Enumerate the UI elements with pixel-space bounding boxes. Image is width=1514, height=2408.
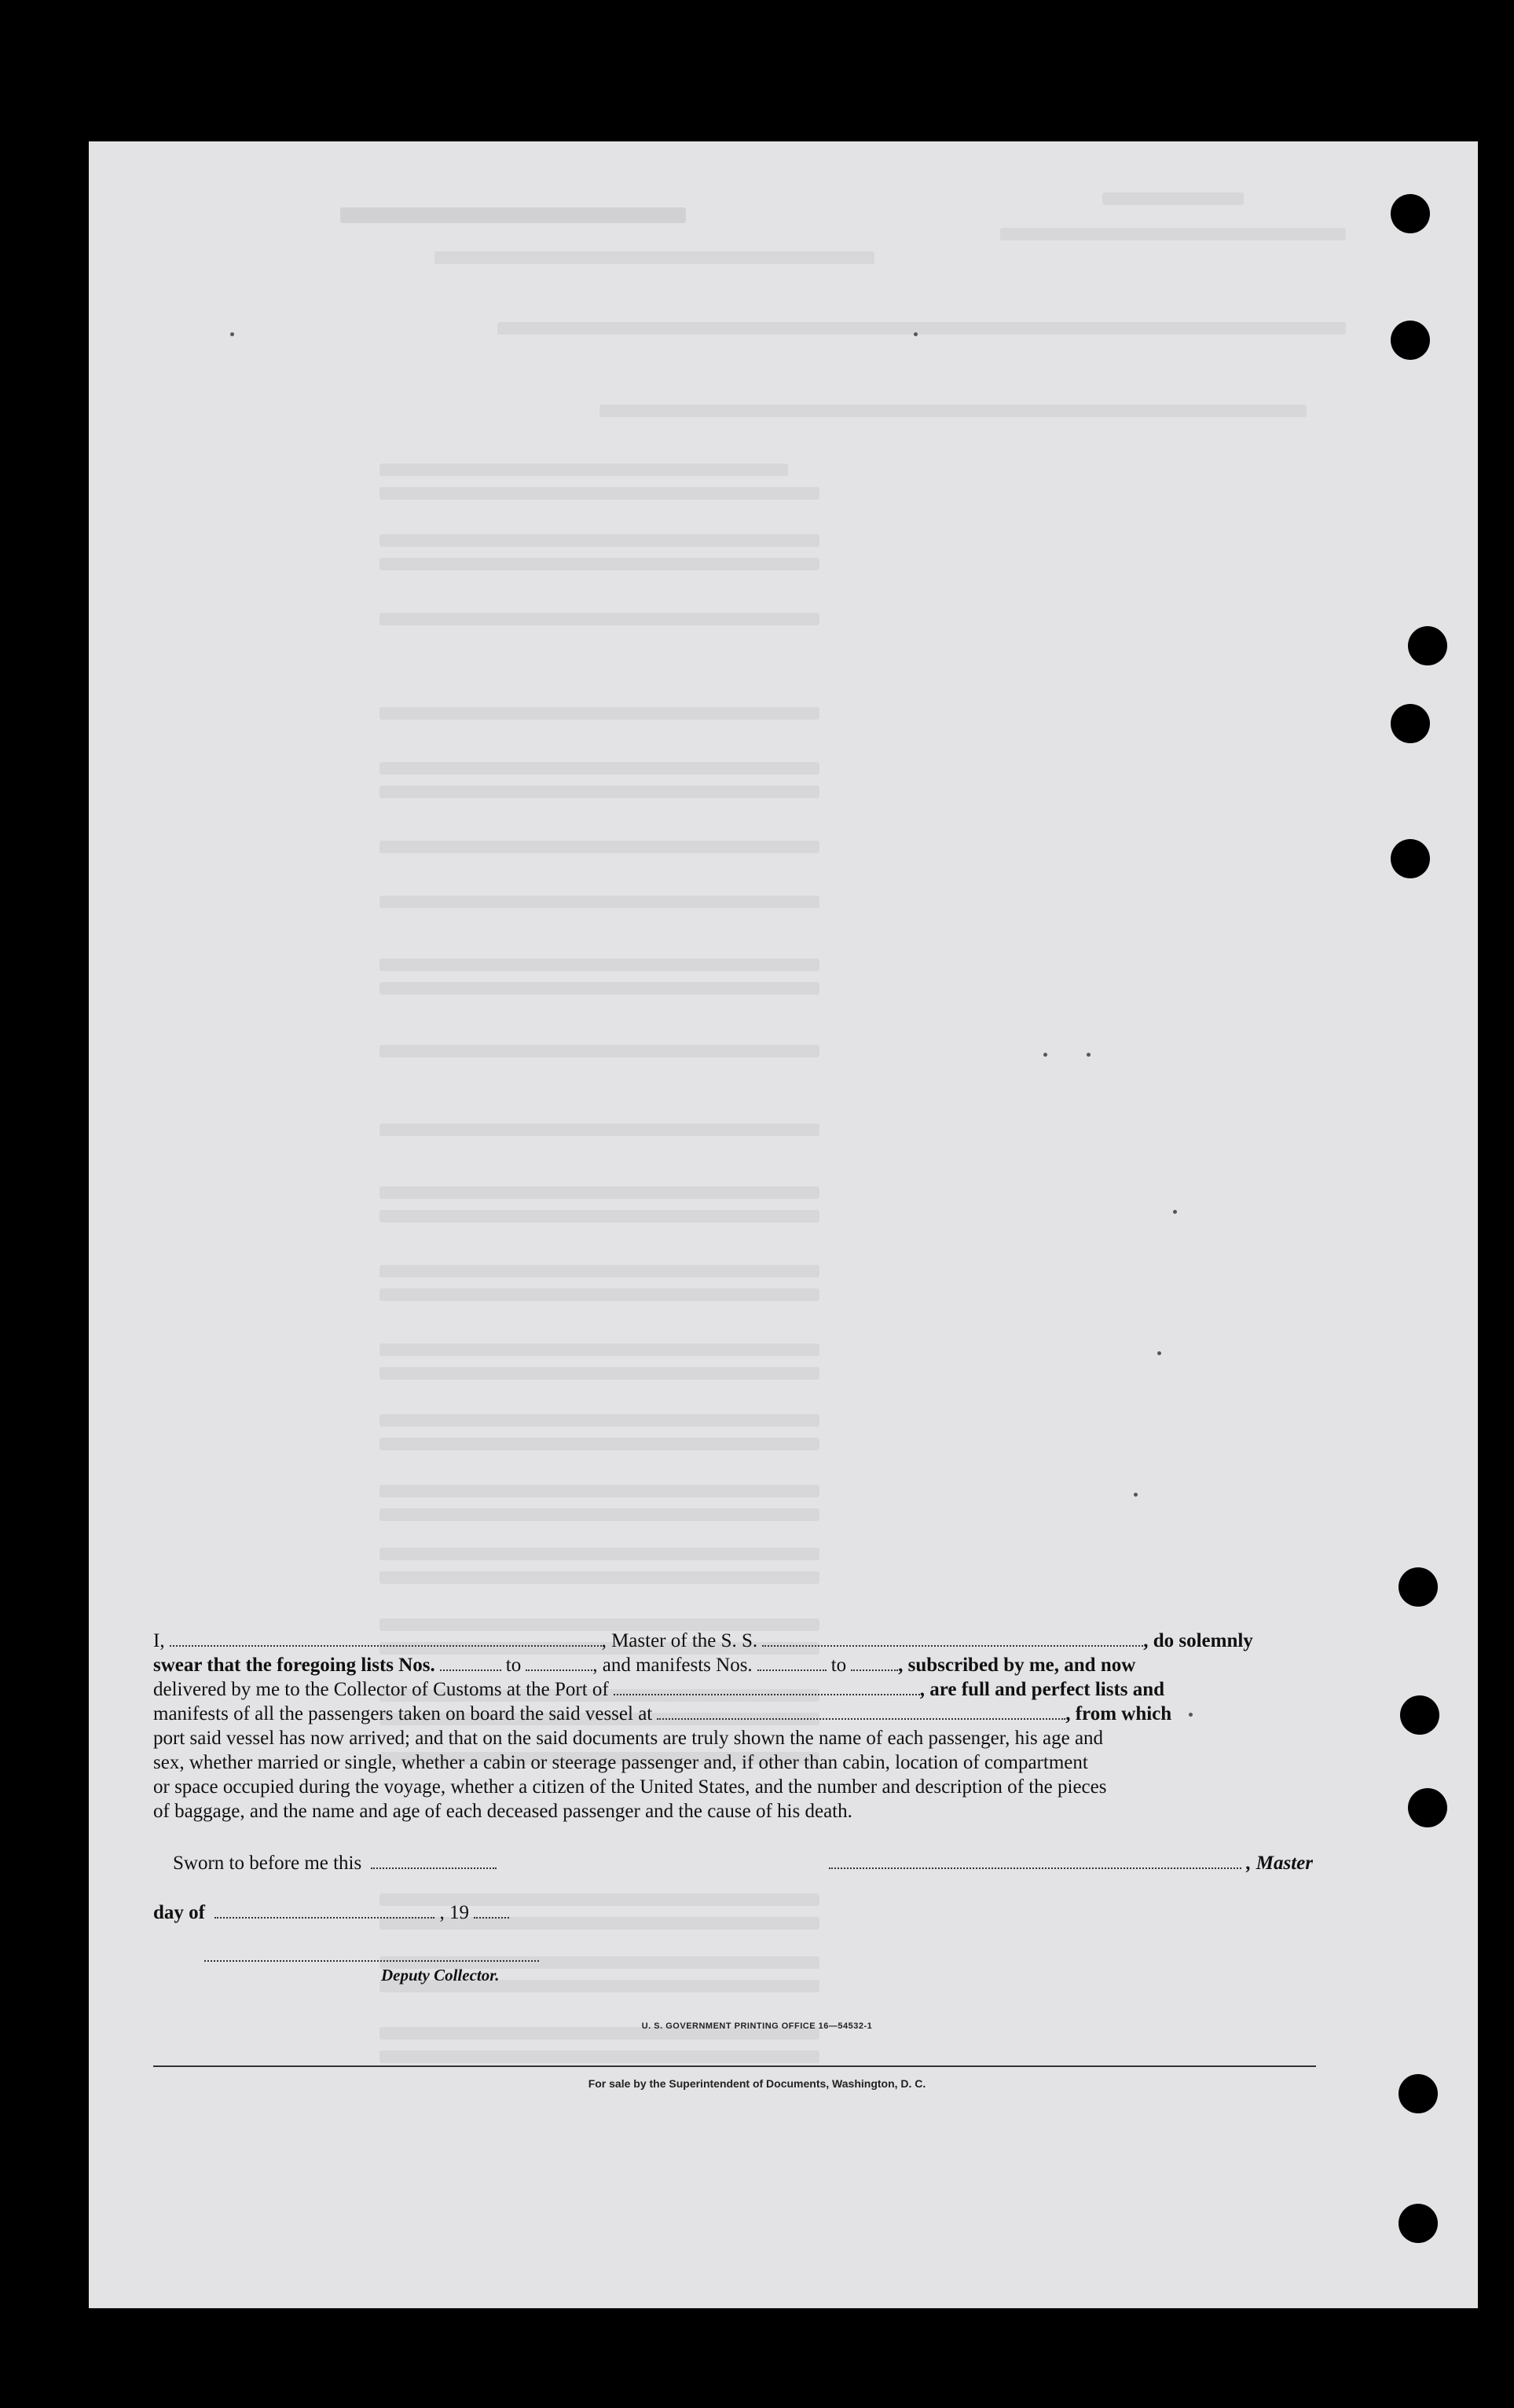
blank-manifest-from	[757, 1654, 827, 1671]
blank-list-from	[440, 1654, 501, 1671]
day-of-line: day of , 19	[153, 1901, 509, 1924]
punch-hole	[1400, 1695, 1439, 1735]
deputy-signature-rule	[204, 1960, 539, 1962]
punch-hole	[1399, 2204, 1438, 2243]
punch-hole	[1391, 321, 1430, 360]
sworn-line: Sworn to before me this	[173, 1852, 497, 1875]
manifest-page	[89, 141, 1478, 2308]
blank-manifest-to	[851, 1654, 898, 1671]
blank-year	[474, 1901, 509, 1919]
punch-hole	[1408, 626, 1447, 665]
master-signature-line: , Master	[829, 1852, 1313, 1875]
punch-hole	[1391, 839, 1430, 878]
oath-line-3: delivered by me to the Collector of Customs at the Port of , are full and perfect lists and	[153, 1679, 1165, 1700]
blank-list-to	[526, 1654, 592, 1671]
blank-ship-name	[762, 1629, 1143, 1647]
blank-sworn-date	[371, 1852, 497, 1869]
punch-hole	[1408, 1788, 1447, 1827]
oath-line-7: or space occupied during the voyage, whether a citizen of the United States, and the number and description of the pieces	[153, 1776, 1107, 1798]
oath-line-6: sex, whether married or single, whether a cabin or steerage passenger and, if other than cabin, location of compartment	[153, 1752, 1088, 1773]
oath-line-4: manifests of all the passengers taken on board the said vessel at , from which	[153, 1703, 1172, 1724]
footer-rule	[153, 2065, 1316, 2067]
punch-hole	[1399, 1567, 1438, 1607]
blank-day	[214, 1901, 434, 1919]
oath-line-1: I, , Master of the S. S. , do solemnly	[153, 1630, 1253, 1651]
blank-port	[614, 1678, 920, 1695]
printing-office-imprint: U. S. GOVERNMENT PRINTING OFFICE 16—54532-1	[641, 2021, 873, 2031]
blank-master-name	[170, 1629, 602, 1647]
punch-hole	[1391, 704, 1430, 743]
punch-hole	[1391, 194, 1430, 233]
oath-line-2: swear that the foregoing lists Nos. to , and manifests Nos. to , subscribed by me, and now	[153, 1655, 1136, 1676]
for-sale-notice: For sale by the Superintendent of Documents, Washington, D. C.	[588, 2077, 926, 2090]
blank-embarkation-port	[657, 1702, 1065, 1720]
deputy-collector-label: Deputy Collector.	[381, 1966, 500, 1985]
oath-line-8: of baggage, and the name and age of each deceased passenger and the cause of his death.	[153, 1801, 852, 1822]
blank-master-signature	[829, 1852, 1241, 1869]
oath-statement	[153, 1629, 1314, 1823]
oath-line-5: port said vessel has now arrived; and that on the said documents are truly shown the name of each passenger, his age and	[153, 1728, 1104, 1749]
